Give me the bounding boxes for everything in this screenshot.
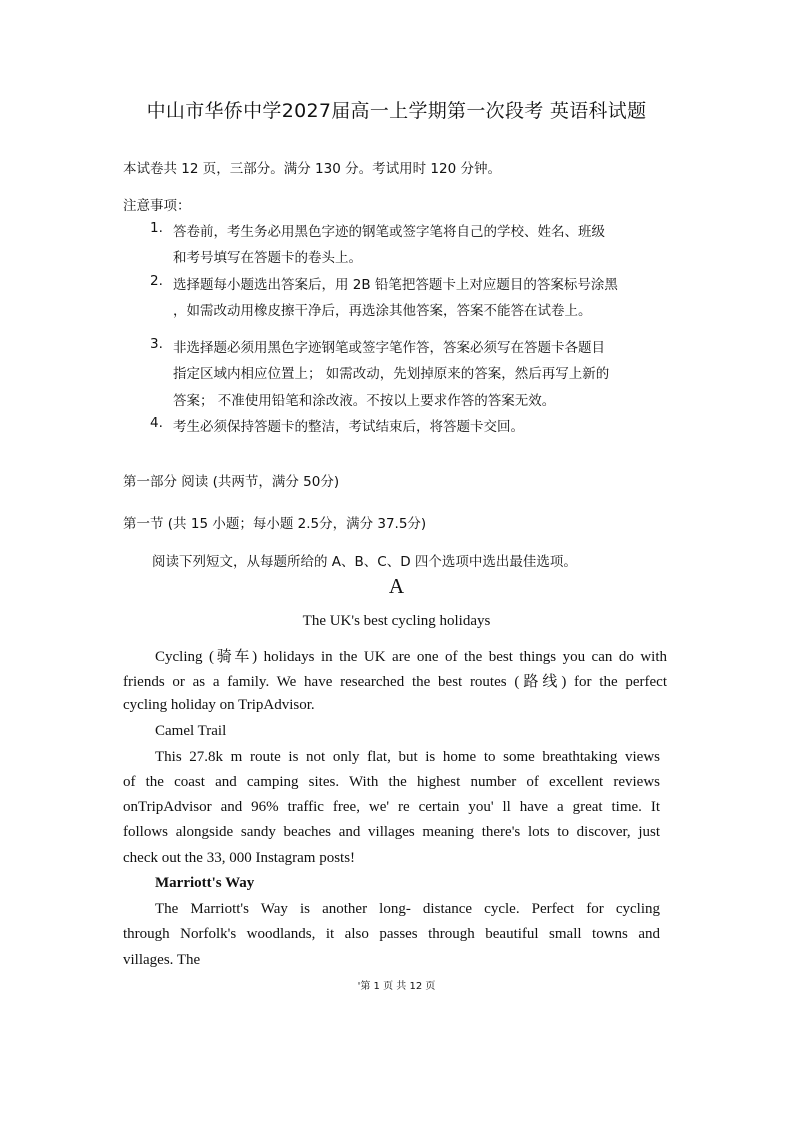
marriotts-way-line-3: villages. The: [123, 952, 201, 968]
note-2-line-1: 选择题每小题选出答案后，用 2B 铅笔把答题卡上对应题目的答案标号涂黑: [173, 277, 618, 293]
note-4-line-1: 考生必须保持答题卡的整洁，考试结束后，将答题卡交回。: [173, 419, 524, 435]
section-1-heading: 第一节 (共 15 小题；每小题 2.5分，满分 37.5分): [123, 516, 427, 532]
note-2-number: 2.: [150, 273, 163, 289]
passage-letter: A: [388, 574, 405, 598]
camel-trail-line-4: follows alongside sandy beaches and villages meaning there's lots to discover, just: [123, 824, 660, 840]
note-3-line-3: 答案； 不准使用铅笔和涂改液。不按以上要求作答的答案无效。: [173, 393, 556, 409]
camel-trail-line-3: onTripAdvisor and 96% traffic free, we' re certain you' ll have a great time. It: [123, 799, 660, 815]
passage-intro-line-1: Cycling (骑车) holidays in the UK are one of the best things you can do with: [155, 649, 667, 665]
note-3-line-2: 指定区域内相应位置上； 如需改动，先划掉原来的答案，然后再写上新的: [173, 366, 610, 382]
note-1-line-2: 和考号填写在答题卡的卷头上。: [173, 250, 362, 266]
marriotts-way-heading: Marriott's Way: [155, 875, 255, 891]
notes-heading: 注意事项：: [123, 198, 191, 214]
marriotts-way-line-2: through Norfolk's woodlands, it also passes through beautiful small towns and: [123, 926, 660, 942]
note-1-number: 1.: [150, 220, 163, 236]
camel-trail-line-5: check out the 33, 000 Instagram posts!: [123, 850, 356, 866]
page-footer: '第 1 页 共 12 页: [357, 981, 436, 992]
note-3-line-1: 非选择题必须用黑色字迹钢笔或签字笔作答，答案必须写在答题卡各题目: [173, 340, 605, 356]
camel-trail-line-2: of the coast and camping sites. With the highest number of excellent reviews: [123, 774, 660, 790]
note-4-number: 4.: [150, 415, 163, 431]
note-1-line-1: 答卷前，考生务必用黑色字迹的钢笔或签字笔将自己的学校、姓名、班级: [173, 224, 605, 240]
note-3-number: 3.: [150, 336, 163, 352]
passage-intro-line-3: cycling holiday on TripAdvisor.: [123, 697, 315, 713]
reading-instruction: 阅读下列短文，从每题所给的 A、B、C、D 四个选项中选出最佳选项。: [152, 554, 577, 570]
camel-trail-heading: Camel Trail: [155, 723, 227, 739]
marriotts-way-line-1: The Marriott's Way is another long- distance cycle. Perfect for cycling: [155, 901, 660, 917]
part-1-heading: 第一部分 阅读 (共两节，满分 50分): [123, 474, 340, 490]
exam-intro: 本试卷共 12 页，三部分。满分 130 分。考试用时 120 分钟。: [123, 161, 501, 177]
exam-title: 中山市华侨中学2027届高一上学期第一次段考 英语科试题: [146, 100, 647, 122]
note-2-line-2: ，如需改动用橡皮擦干净后，再选涂其他答案，答案不能答在试卷上。: [173, 303, 592, 319]
passage-title: The UK's best cycling holidays: [302, 613, 491, 629]
camel-trail-line-1: This 27.8k m route is not only flat, but is home to some breathtaking views: [155, 749, 660, 765]
passage-intro-line-2: friends or as a family. We have researched the best routes (路线) for the perfect: [123, 674, 667, 690]
